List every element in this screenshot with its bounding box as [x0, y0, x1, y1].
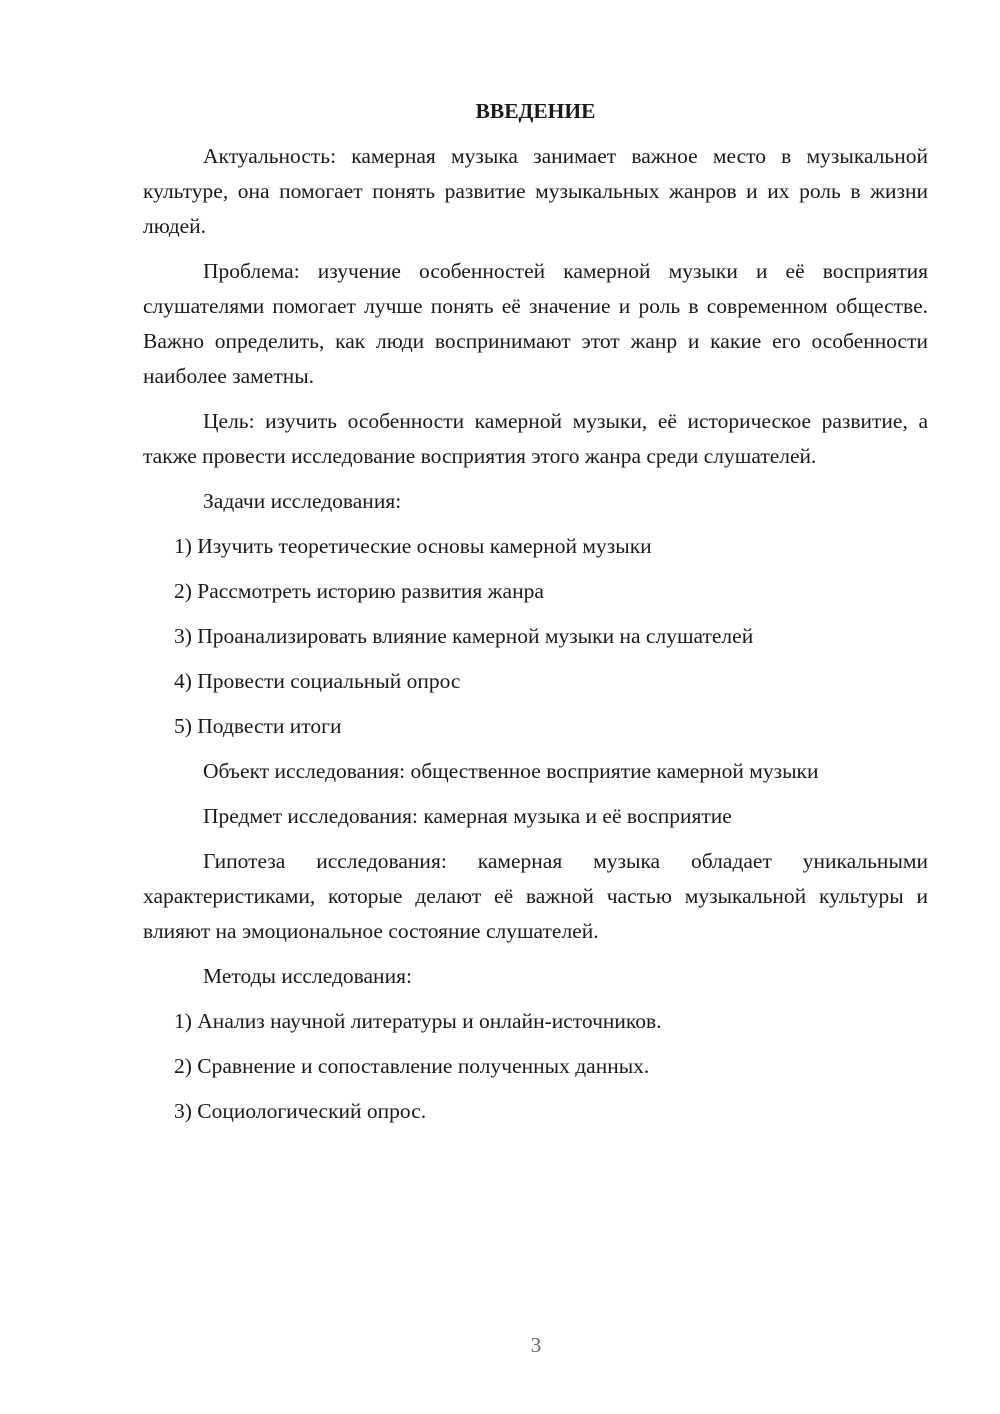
task-item: 3) Проанализировать влияние камерной музыки на слушателей [174, 624, 754, 648]
relevance-paragraph: Актуальность: камерная музыка занимает важное место в музыкальной культуре, она помогает понять развитие музыкальных жанров и их роль в жизни людей. [143, 144, 928, 238]
methods-list [143, 1004, 928, 1129]
document-title: ВВЕДЕНИЕ [475, 99, 596, 123]
research-object: Объект исследования: общественное восприятие камерной музыки [203, 759, 819, 783]
page-number: 3 [530, 1333, 542, 1357]
task-item: 1) Изучить теоретические основы камерной музыки [174, 534, 652, 558]
method-item: 3) Социологический опрос. [174, 1099, 427, 1123]
tasks-list [143, 529, 928, 744]
hypothesis-paragraph: Гипотеза исследования: камерная музыка обладает уникальными характеристиками, которые делают её важной частью музыкальной культуры и влияют на эмоциональное состояние слушателей. [143, 849, 928, 943]
goal-paragraph: Цель: изучить особенности камерной музыки, её историческое развитие, а также провести исследование восприятия этого жанра среди слушателей. [143, 409, 928, 468]
method-item: 2) Сравнение и сопоставление полученных данных. [174, 1054, 650, 1078]
method-item: 1) Анализ научной литературы и онлайн-источников. [174, 1009, 662, 1033]
task-item: 5) Подвести итоги [174, 714, 342, 738]
problem-paragraph: Проблема: изучение особенностей камерной музыки и её восприятия слушателями помогает лучше понять её значение и роль в современном обществе. Важно определить, как люди воспринимают этот жанр и какие его особенности наиболее заметны. [143, 259, 928, 388]
task-item: 2) Рассмотреть историю развития жанра [174, 579, 544, 603]
research-subject: Предмет исследования: камерная музыка и её восприятие [203, 804, 732, 828]
tasks-heading: Задачи исследования: [203, 489, 402, 513]
document-page [143, 94, 928, 1139]
task-item: 4) Провести социальный опрос [174, 669, 461, 693]
methods-heading: Методы исследования: [203, 964, 412, 988]
